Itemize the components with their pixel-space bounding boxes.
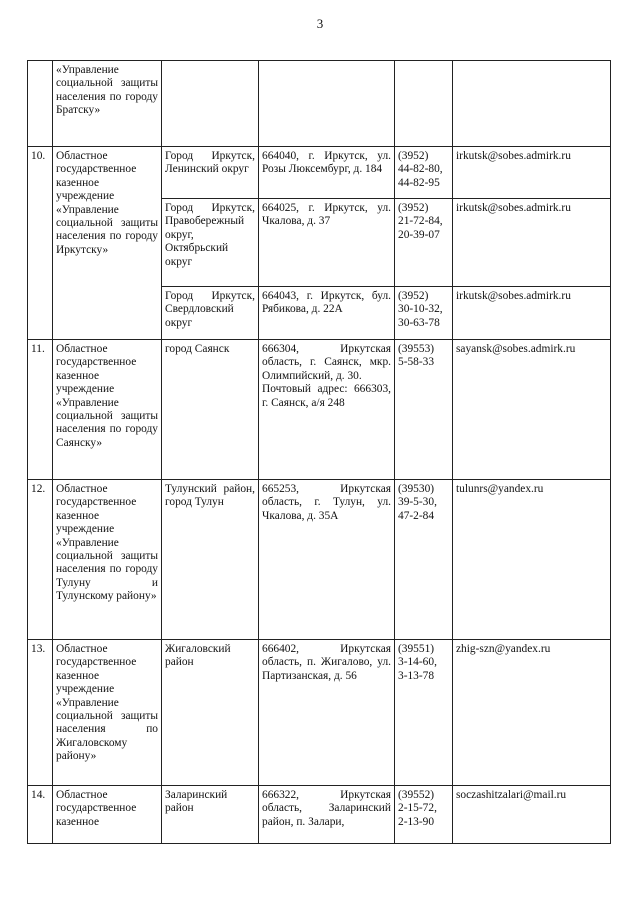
phone-line: (3952)	[398, 290, 429, 302]
organization-cell: Областное государственное казенное	[53, 786, 162, 844]
table-row	[28, 147, 611, 199]
phone-cell	[395, 340, 453, 480]
address-line: 664040, г. Иркутск, ул. Розы Люксембург, д. 184	[262, 150, 391, 176]
email-cell	[453, 287, 611, 340]
email-address[interactable]: irkutsk@sobes.admirk.ru	[456, 290, 571, 302]
territory-cell: Тулунский район, город Тулун	[162, 480, 259, 640]
phone-line: 30-10-32,	[398, 303, 443, 316]
phone-line: (3952)	[398, 202, 429, 214]
phone-line: 3-14-60,	[398, 656, 437, 669]
address-cell	[259, 786, 395, 844]
territory-cell: Жигаловский район	[162, 640, 259, 786]
territory-cell: город Саянск	[162, 340, 259, 480]
organization-cell: «Управление социальной защиты населения по городу Братску»	[53, 61, 162, 147]
row-number-cell: 12.	[28, 480, 53, 640]
phone-line: 44-82-80,	[398, 163, 443, 176]
phone-line: (39530)	[398, 483, 435, 495]
phone-line: 39-5-30,	[398, 496, 437, 509]
phone-line: 21-72-84,	[398, 215, 443, 228]
territory-cell: Заларинский район	[162, 786, 259, 844]
phone-cell	[395, 61, 453, 147]
table-body	[28, 61, 611, 844]
email-address[interactable]: zhig-szn@yandex.ru	[456, 643, 551, 655]
address-cell	[259, 640, 395, 786]
phone-line: 20-39-07	[398, 228, 440, 241]
address-line: 664025, г. Иркутск, ул. Чкалова, д. 37	[262, 202, 391, 228]
page-number: 3	[316, 16, 324, 31]
email-cell	[453, 340, 611, 480]
email-cell	[453, 199, 611, 287]
phone-line: (3952)	[398, 150, 429, 162]
phone-cell	[395, 287, 453, 340]
phone-line: (39553)	[398, 343, 435, 355]
address-line: 664043, г. Иркутск, бул. Рябикова, д. 22А	[262, 290, 391, 316]
phone-line: 5-58-33	[398, 356, 435, 369]
phone-line: (39551)	[398, 643, 435, 655]
address-line: 665253, Иркутская область, г. Тулун, ул. Чкалова, д. 35А	[262, 483, 391, 522]
phone-line: 30-63-78	[398, 316, 440, 329]
email-cell	[453, 147, 611, 199]
territory-cell: Город Иркутск, Свердловский округ	[162, 287, 259, 340]
phone-line: 44-82-95	[398, 176, 440, 189]
territory-cell	[162, 61, 259, 147]
table-row	[28, 640, 611, 786]
row-number-cell: 13.	[28, 640, 53, 786]
phone-cell	[395, 480, 453, 640]
address-cell	[259, 199, 395, 287]
email-cell	[453, 480, 611, 640]
address-line: Почтовый адрес: 666303, г. Саянск, а/я 248	[262, 383, 391, 409]
table-row	[28, 340, 611, 480]
social-protection-offices-table	[27, 60, 611, 844]
email-address[interactable]: sayansk@sobes.admirk.ru	[456, 343, 576, 355]
territory-cell: Город Иркутск, Ленинский округ	[162, 147, 259, 199]
email-cell	[453, 61, 611, 147]
email-address[interactable]: irkutsk@sobes.admirk.ru	[456, 202, 571, 214]
address-line: 666402, Иркутская область, п. Жигалово, ул. Партизанская, д. 56	[262, 643, 391, 682]
address-cell	[259, 340, 395, 480]
phone-cell	[395, 147, 453, 199]
row-number-cell: 11.	[28, 340, 53, 480]
address-line: 666322, Иркутская область, Заларинский район, п. Залари,	[262, 789, 391, 828]
organization-cell: Областное государственное казенное учреждение «Управление социальной защиты населения по Жигаловскому району»	[53, 640, 162, 786]
email-cell	[453, 786, 611, 844]
address-cell	[259, 61, 395, 147]
phone-line: 2-13-90	[398, 815, 435, 828]
row-number-cell: 14.	[28, 786, 53, 844]
phone-cell	[395, 640, 453, 786]
email-cell	[453, 640, 611, 786]
address-cell	[259, 480, 395, 640]
organization-cell: Областное государственное казенное учреждение «Управление социальной защиты населения по городу Саянску»	[53, 340, 162, 480]
organization-cell: Областное государственное казенное учреждение «Управление социальной защиты населения по городу Иркутску»	[53, 147, 162, 340]
email-address[interactable]: soczashitzalari@mail.ru	[456, 789, 567, 801]
organization-cell: Областное государственное казенное учреждение «Управление социальной защиты населения по городу Тулуну и Тулунскому району»	[53, 480, 162, 640]
phone-cell	[395, 199, 453, 287]
phone-line: 47-2-84	[398, 509, 435, 522]
table-row	[28, 786, 611, 844]
territory-cell: Город Иркутск, Правобережный округ, Октябрьский округ	[162, 199, 259, 287]
phone-line: 3-13-78	[398, 669, 435, 682]
address-cell	[259, 147, 395, 199]
phone-line: (39552)	[398, 789, 435, 801]
row-number-cell	[28, 61, 53, 147]
row-number-cell: 10.	[28, 147, 53, 340]
phone-cell	[395, 786, 453, 844]
table-row	[28, 61, 611, 147]
address-line: 666304, Иркутская область, г. Саянск, мкр. Олимпийский, д. 30.	[262, 343, 391, 382]
email-address[interactable]: irkutsk@sobes.admirk.ru	[456, 150, 571, 162]
email-address[interactable]: tulunrs@yandex.ru	[456, 483, 544, 495]
table-row	[28, 480, 611, 640]
address-cell	[259, 287, 395, 340]
phone-line: 2-15-72,	[398, 802, 437, 815]
